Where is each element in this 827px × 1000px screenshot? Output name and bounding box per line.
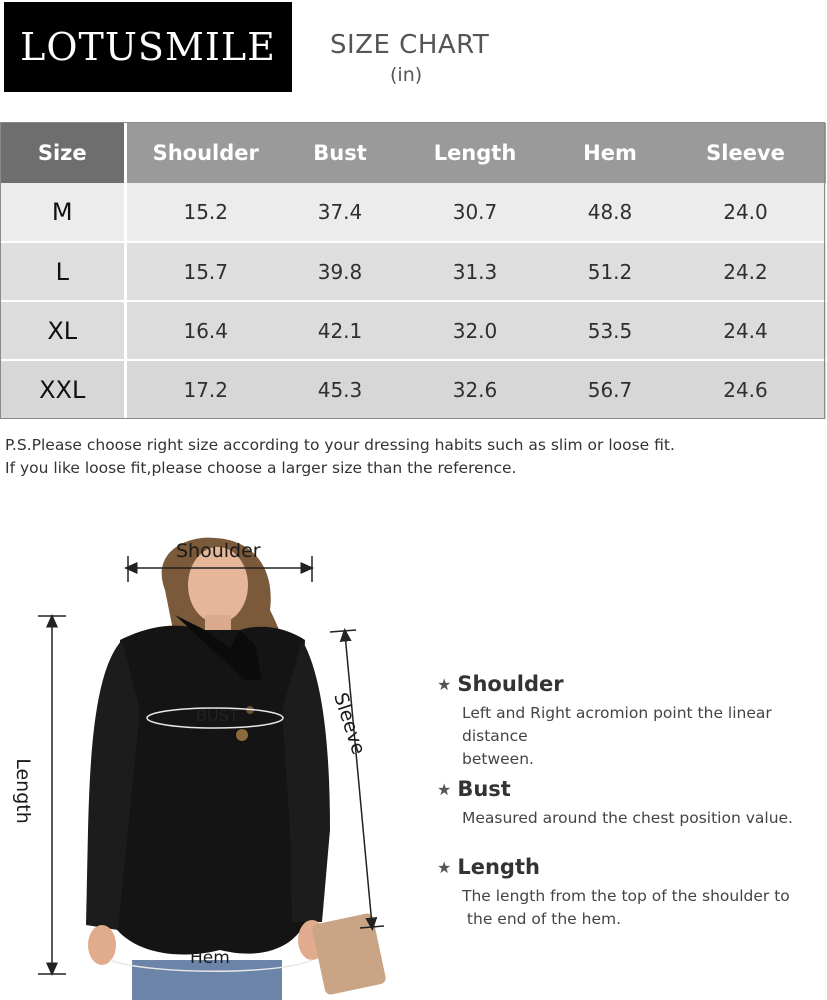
shoulder-cell: 15.2 bbox=[183, 200, 229, 224]
bust-cell: 45.3 bbox=[285, 360, 395, 419]
definition-text bbox=[462, 885, 827, 931]
definition-text bbox=[462, 702, 827, 771]
hem-cell: 53.5 bbox=[555, 301, 665, 360]
shoulder-cell: 16.4 bbox=[125, 301, 285, 360]
garment-illustration bbox=[0, 530, 420, 1000]
table-row bbox=[1, 242, 826, 301]
hem-cell: 56.7 bbox=[555, 360, 665, 419]
hem-cell: 51.2 bbox=[555, 242, 665, 301]
definition-text bbox=[462, 807, 827, 830]
star-icon: ★ bbox=[437, 674, 452, 694]
definition-line: Left and Right acromion point the linear distance bbox=[462, 704, 772, 745]
definition-bust bbox=[437, 777, 827, 830]
shoulder-cell: 17.2 bbox=[125, 360, 285, 419]
bust-figure-label: BUST bbox=[196, 706, 239, 725]
column-header-bust: Bust bbox=[313, 141, 367, 165]
hem-figure-label: Hem bbox=[190, 948, 230, 968]
brand-logo bbox=[4, 2, 292, 92]
hem-cell: 48.8 bbox=[587, 200, 633, 224]
definition-line: between. bbox=[462, 750, 534, 768]
definition-line: the end of the hem. bbox=[462, 910, 622, 928]
size-cell: XXL bbox=[1, 360, 125, 419]
sleeve-cell: 24.6 bbox=[665, 360, 826, 419]
clutch-bag bbox=[311, 912, 387, 995]
sleeve-cell: 24.2 bbox=[665, 242, 826, 301]
shoulder-figure-label: Shoulder bbox=[176, 540, 261, 562]
column-header-length: Length bbox=[433, 141, 517, 165]
brand-name: LOTUSMILE bbox=[20, 25, 276, 69]
shoulder-cell: 15.7 bbox=[125, 242, 285, 301]
size-note-line-2: If you like loose fit,please choose a larger size than the reference. bbox=[5, 459, 517, 477]
garment-button bbox=[236, 729, 248, 741]
garment-drawing bbox=[0, 530, 420, 1000]
definition-line: The length from the top of the shoulder to bbox=[462, 887, 790, 905]
table-header-row bbox=[1, 123, 826, 183]
star-icon: ★ bbox=[437, 779, 452, 799]
bust-cell: 39.8 bbox=[285, 242, 395, 301]
size-cell: L bbox=[1, 242, 125, 301]
length-cell: 32.6 bbox=[395, 360, 555, 419]
definition-term: Length bbox=[457, 855, 540, 879]
model-left-hand bbox=[88, 925, 116, 965]
column-header-shoulder: Shoulder bbox=[152, 141, 259, 165]
definition-shoulder bbox=[437, 672, 827, 771]
definition-term: Bust bbox=[457, 777, 511, 801]
page-title: SIZE CHART bbox=[330, 30, 490, 60]
star-icon: ★ bbox=[437, 857, 452, 877]
table-row bbox=[1, 183, 826, 242]
bust-cell: 42.1 bbox=[285, 301, 395, 360]
definition-length bbox=[437, 855, 827, 931]
unit-label: (in) bbox=[390, 64, 423, 86]
length-figure-label: Length bbox=[11, 758, 34, 824]
size-cell: M bbox=[1, 183, 125, 242]
length-cell: 30.7 bbox=[452, 200, 498, 224]
size-note-line-1: P.S.Please choose right size according to your dressing habits such as slim or loose fit. bbox=[5, 436, 675, 454]
sleeve-cell: 24.4 bbox=[665, 301, 826, 360]
sleeve-figure-label: Sleeve bbox=[329, 690, 370, 758]
length-cell: 31.3 bbox=[395, 242, 555, 301]
table-row bbox=[1, 360, 826, 419]
garment-body bbox=[110, 626, 310, 955]
table-row bbox=[1, 301, 826, 360]
column-header-sleeve: Sleeve bbox=[706, 141, 785, 165]
definition-term: Shoulder bbox=[457, 672, 564, 696]
column-header-size: Size bbox=[1, 123, 125, 183]
length-cell: 32.0 bbox=[395, 301, 555, 360]
sleeve-cell: 24.0 bbox=[723, 200, 768, 224]
bust-cell: 37.4 bbox=[317, 200, 363, 224]
definition-line: Measured around the chest position value. bbox=[462, 809, 793, 827]
size-table bbox=[1, 123, 826, 419]
sleeve-arrow bbox=[345, 634, 372, 925]
size-cell: XL bbox=[1, 301, 125, 360]
column-header-hem: Hem bbox=[583, 141, 637, 165]
